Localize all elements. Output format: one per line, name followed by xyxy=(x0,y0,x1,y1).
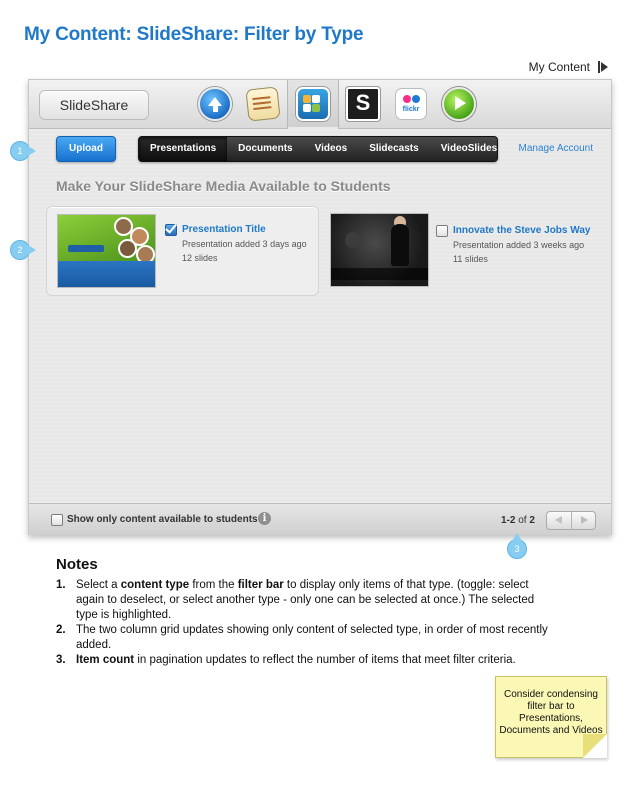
annotation-marker: 1 xyxy=(10,141,30,161)
item-checkbox[interactable] xyxy=(165,224,177,236)
app-slot-upload[interactable] xyxy=(191,80,239,128)
app-footer xyxy=(29,503,611,535)
presentation-thumbnail[interactable] xyxy=(57,214,156,288)
pagination-count xyxy=(501,515,535,526)
page-title: My Content: SlideShare: Filter by Type xyxy=(24,24,364,45)
app-slot-scribd[interactable] xyxy=(339,80,387,128)
item-added: Presentation added 3 days ago xyxy=(182,239,307,249)
previous-page-icon[interactable] xyxy=(547,512,571,529)
manage-account-link[interactable]: Manage Account xyxy=(518,143,593,154)
filter-tab-videoslides[interactable]: VideoSlides xyxy=(440,143,498,154)
note-item: 1. Select a content type from the filter bar to display only items of that type. (toggle: select again to deselect, or select another type - only one can be selected at once.) The selected type is highlighted. xyxy=(56,579,535,621)
scribd-icon: S xyxy=(346,87,380,121)
item-slide-count: 12 slides xyxy=(182,253,218,263)
item-title[interactable]: Innovate the Steve Jobs Way xyxy=(453,225,591,236)
my-content-label: My Content xyxy=(528,60,590,74)
content-item[interactable] xyxy=(46,206,319,296)
notes-icon xyxy=(245,86,280,121)
pagination-of: of xyxy=(518,515,527,526)
note-number: 3. xyxy=(56,654,66,666)
pagination-total: 2 xyxy=(529,515,535,526)
app-slot-slideshare[interactable] xyxy=(287,80,339,128)
annotation-marker: 2 xyxy=(10,240,30,260)
app-slot-notes[interactable] xyxy=(239,80,287,128)
filter-bar xyxy=(138,136,498,162)
upload-icon xyxy=(198,87,232,121)
sticky-note: Consider condensing filter bar to Presentations, Documents and Videos xyxy=(495,676,607,758)
note-number: 2. xyxy=(56,624,66,636)
notes-list xyxy=(56,578,556,668)
item-checkbox[interactable] xyxy=(436,225,448,237)
flickr-icon xyxy=(395,88,427,120)
app-header xyxy=(29,80,611,129)
app-slot-flickr[interactable] xyxy=(387,80,435,128)
filter-tab-videos[interactable]: Videos xyxy=(314,143,348,154)
filter-tab-slidecasts[interactable]: Slidecasts xyxy=(369,143,419,154)
upload-button[interactable]: Upload xyxy=(56,136,116,162)
annotation-marker: 3 xyxy=(507,539,527,559)
app-slot-play[interactable] xyxy=(435,80,483,128)
filter-tab-documents[interactable]: Documents xyxy=(238,143,293,154)
item-slide-count: 11 slides xyxy=(453,254,488,264)
show-available-label[interactable]: Show only content available to students xyxy=(67,514,258,525)
item-added: Presentation added 3 weeks ago xyxy=(453,240,585,250)
flickr-label: flickr xyxy=(402,106,420,113)
slideshare-icon xyxy=(296,87,330,121)
show-available-checkbox[interactable] xyxy=(51,514,63,526)
section-title: Make Your SlideShare Media Available to Students xyxy=(56,178,391,194)
filter-tab-presentations[interactable]: Presentations xyxy=(139,137,227,161)
pagination-range: 1-2 xyxy=(501,515,516,526)
info-icon[interactable]: i xyxy=(258,512,271,525)
play-forward-icon xyxy=(598,61,608,73)
play-icon xyxy=(442,87,476,121)
content-item[interactable] xyxy=(330,213,600,289)
note-number: 1. xyxy=(56,579,66,591)
brand-button[interactable]: SlideShare xyxy=(39,90,149,120)
item-title[interactable]: Presentation Title xyxy=(182,224,266,235)
presentation-thumbnail[interactable] xyxy=(330,213,429,287)
next-page-icon[interactable] xyxy=(571,512,596,529)
note-item: 3. Item count in pagination updates to reflect the number of items that meet filter criteria. xyxy=(56,654,516,666)
my-content-link[interactable] xyxy=(529,60,608,74)
note-item: 2. The two column grid updates showing only content of selected type, in order of most recently added. xyxy=(56,624,548,651)
notes-title: Notes xyxy=(56,556,98,573)
app-frame xyxy=(28,79,612,535)
pager xyxy=(546,511,596,530)
app-icon-bar xyxy=(191,80,483,128)
